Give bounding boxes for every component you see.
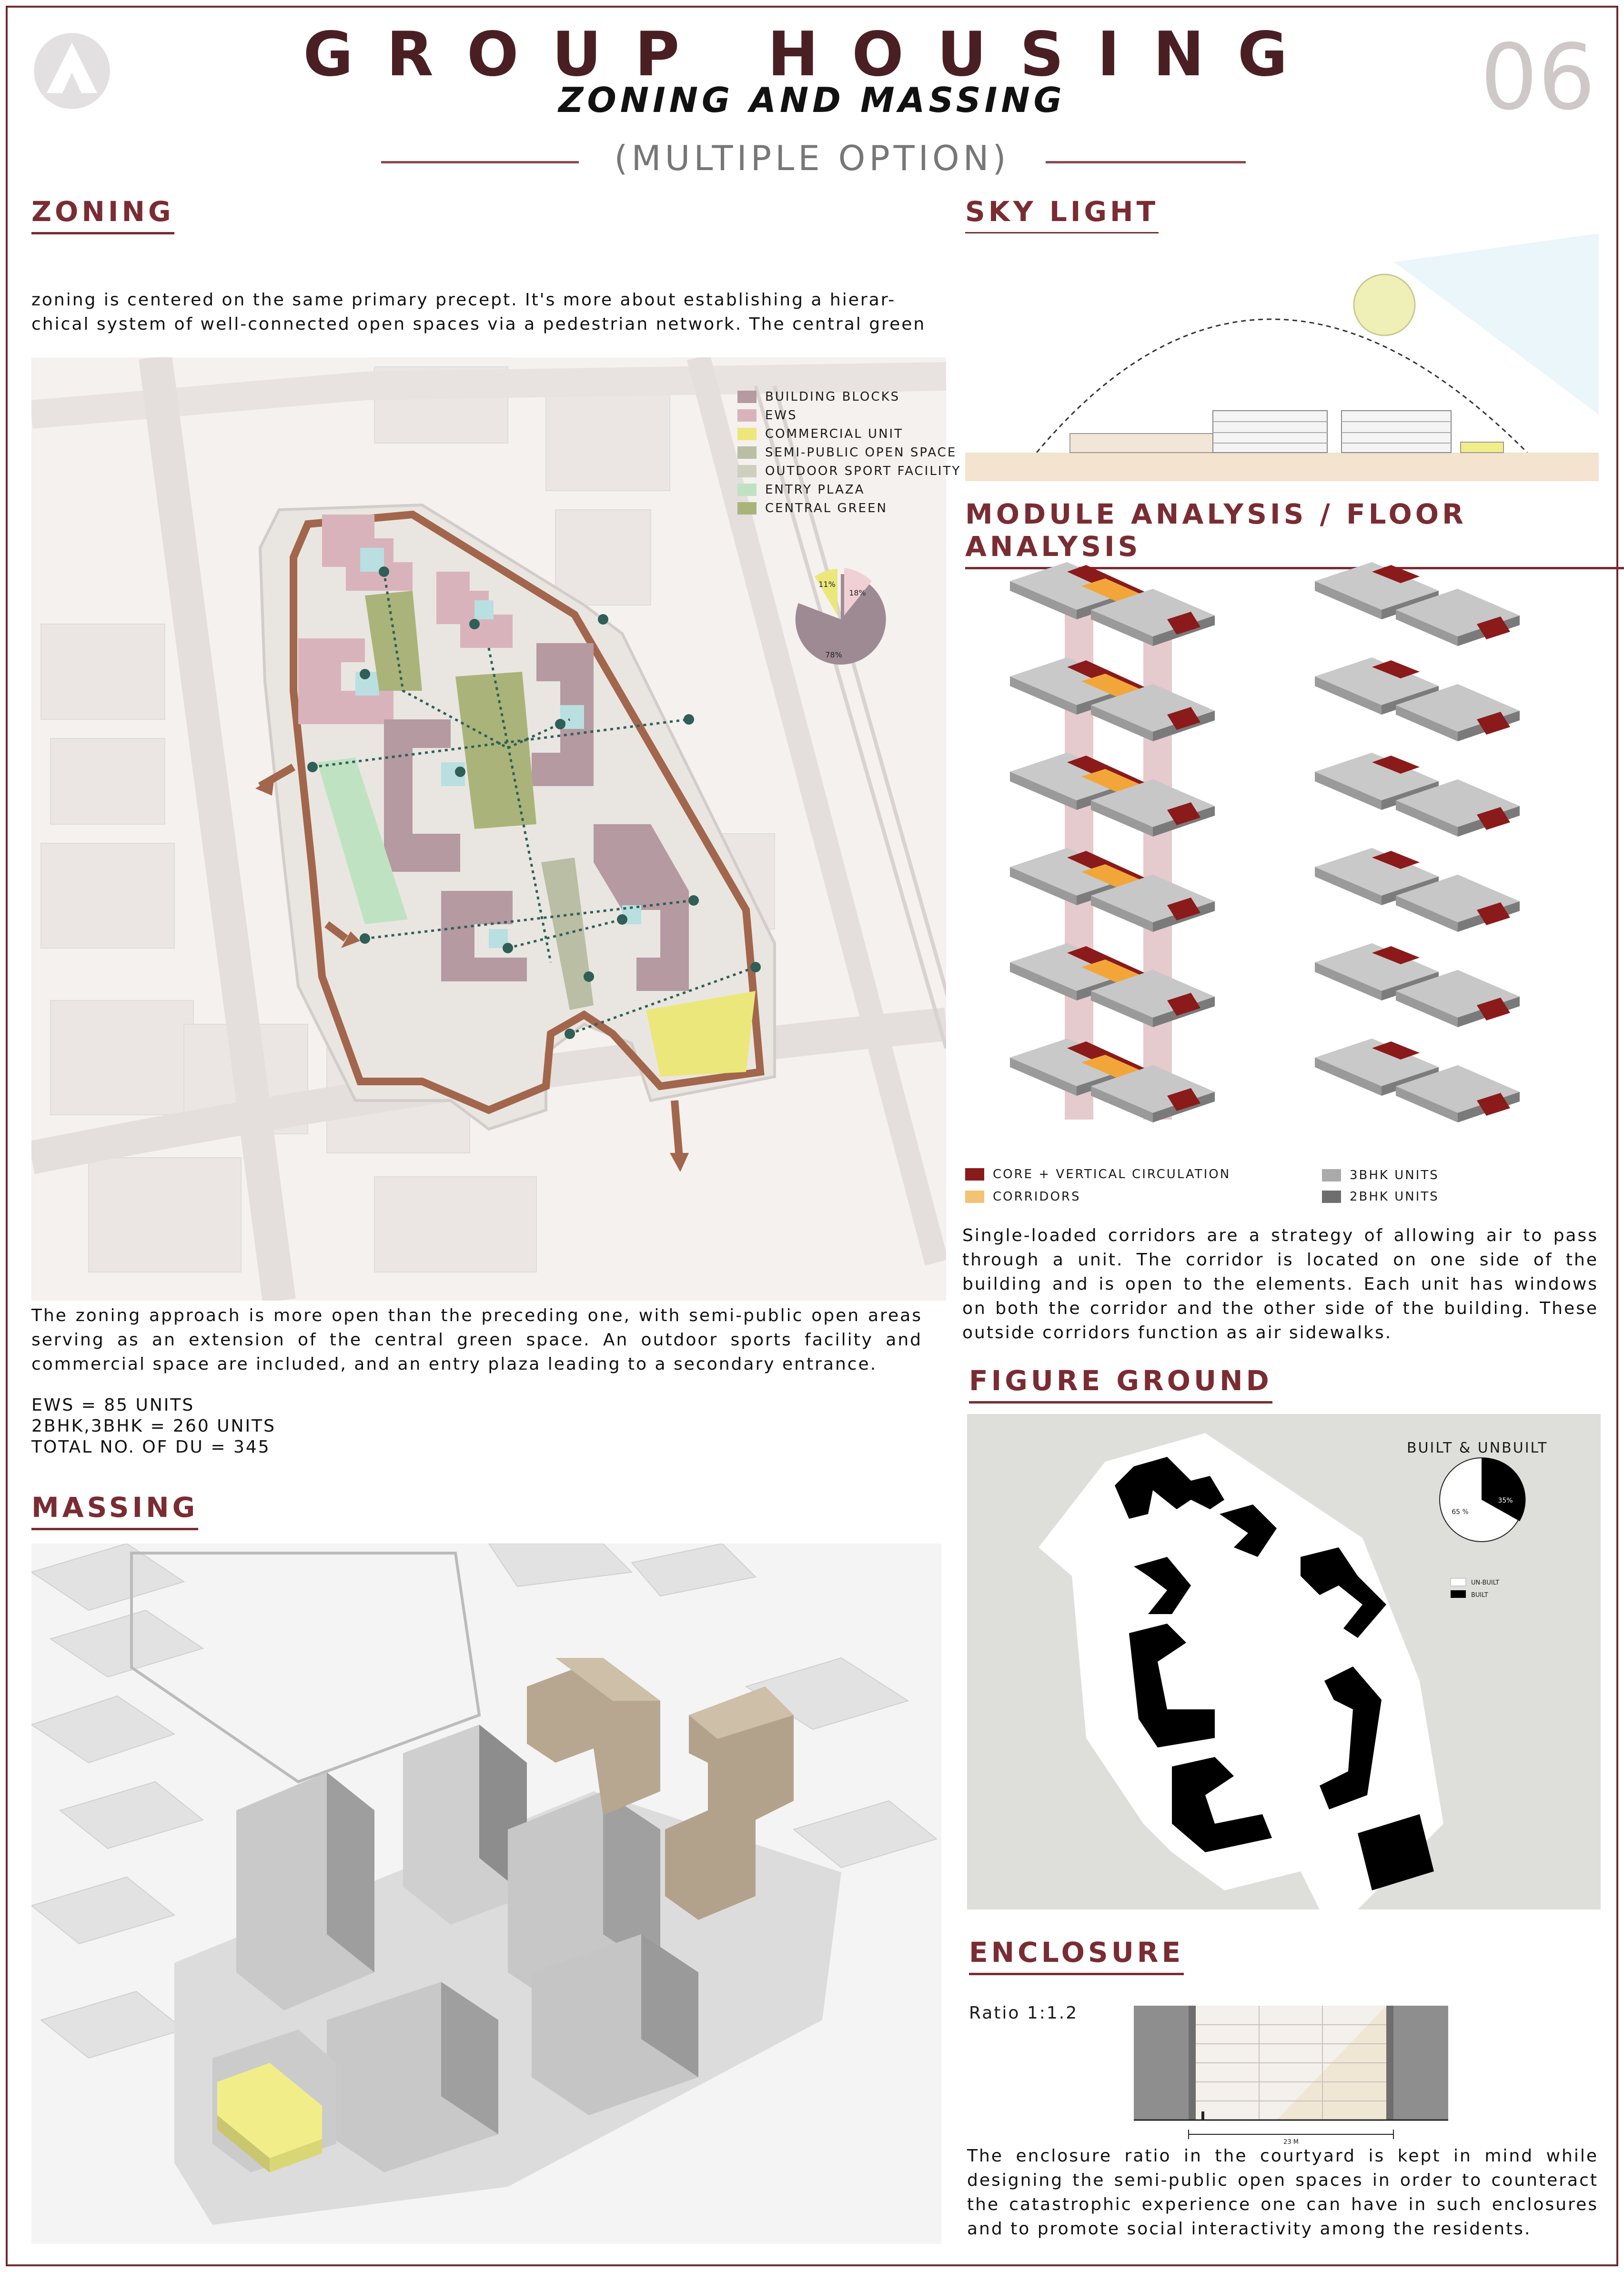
legend-outdoor-sport-facility: OUTDOOR SPORT FACILITY — [737, 464, 961, 478]
zoning-pie-chart — [786, 562, 896, 686]
page-subtitle: ZONING AND MASSING — [558, 80, 1066, 120]
option-rule-right — [1046, 161, 1246, 163]
zoning-intro-1: zoning is centered on the same primary precept. It's more about establishing a hierar- — [31, 290, 896, 310]
massing-axonometric — [31, 1544, 941, 2244]
pie-label-ews: 18% — [849, 588, 866, 597]
enclosure-description: The enclosure ratio in the courtyard is kept in mind while designing the semi-public open spaces in order to counteract the catastrophic experience one can have in such enclosures and to promote social interactivity among the residents. — [967, 2146, 1598, 2239]
skylight-heading: SKY LIGHT — [965, 195, 1159, 230]
option-label: (MULTIPLE OPTION) — [614, 138, 1010, 178]
module-floor-stack — [996, 562, 1586, 1143]
legend-commercial-unit: COMMERCIAL UNIT — [737, 427, 903, 441]
enclosure-section — [1134, 2006, 1448, 2149]
legend-built: BUILT — [1471, 1592, 1488, 1599]
pie-label-commercial: 11% — [818, 580, 836, 589]
legend-semi-public-open-space: SEMI-PUBLIC OPEN SPACE — [737, 445, 957, 460]
legend-central-green: CENTRAL GREEN — [737, 501, 888, 515]
stat-2bhk-3bhk: 2BHK,3BHK = 260 UNITS — [31, 1416, 276, 1436]
zoning-intro-2: chical system of well-connected open spaces via a pedestrian network. The central green — [31, 314, 926, 334]
massing-heading: MASSING — [31, 1491, 198, 1525]
unbuilt-percent: 65 % — [1452, 1508, 1469, 1516]
module-heading: MODULE ANALYSIS / FLOOR ANALYSIS — [965, 498, 1624, 565]
figure-ground-heading: FIGURE GROUND — [969, 1364, 1272, 1399]
enclosure-heading: ENCLOSURE — [969, 1936, 1184, 1970]
page-title: GROUP HOUSING — [303, 19, 1321, 90]
module-description: Single-loaded corridors are a strategy of allowing air to pass through a unit. The corridor is located on one side of the building and is open to the elements. Each unit has windows on both the corridor and the other side of the building. These outside corridors function as air sidewalks. — [962, 1226, 1598, 1343]
page-number: 06 — [1480, 25, 1595, 130]
pie-label-blocks: 78% — [825, 650, 842, 659]
figure-ground-plan — [967, 1414, 1601, 1909]
legend-2bhk-units: 2BHK UNITS — [1322, 1190, 1439, 1204]
legend-3bhk-units: 3BHK UNITS — [1322, 1168, 1439, 1182]
legend-entry-plaza: ENTRY PLAZA — [737, 483, 865, 497]
legend-corridors: CORRIDORS — [965, 1190, 1080, 1204]
built-percent: 35% — [1498, 1497, 1513, 1505]
zoning-heading: ZONING — [31, 195, 174, 230]
skylight-section — [965, 233, 1599, 481]
enclosure-ratio: Ratio 1:1.2 — [969, 2003, 1079, 2023]
built-unbuilt-title: BUILT & UNBUILT — [1407, 1440, 1548, 1456]
stat-total-du: TOTAL NO. OF DU = 345 — [31, 1437, 271, 1457]
legend-core-circulation: CORE + VERTICAL CIRCULATION — [965, 1167, 1231, 1181]
zoning-site-plan — [31, 357, 946, 1301]
legend-building-blocks: BUILDING BLOCKS — [737, 390, 900, 404]
legend-ews: EWS — [737, 408, 797, 423]
zoning-description: The zoning approach is more open than the preceding one, with semi-public open areas serving as an extension of the central green space. An outdoor sports facility and commercial space are included, and an entry plaza leading to a secondary entrance. — [31, 1306, 922, 1374]
stat-ews: EWS = 85 UNITS — [31, 1395, 195, 1415]
legend-unbuilt: UN-BUILT — [1471, 1579, 1500, 1586]
enclosure-dimension: 23 M — [1283, 2139, 1299, 2146]
